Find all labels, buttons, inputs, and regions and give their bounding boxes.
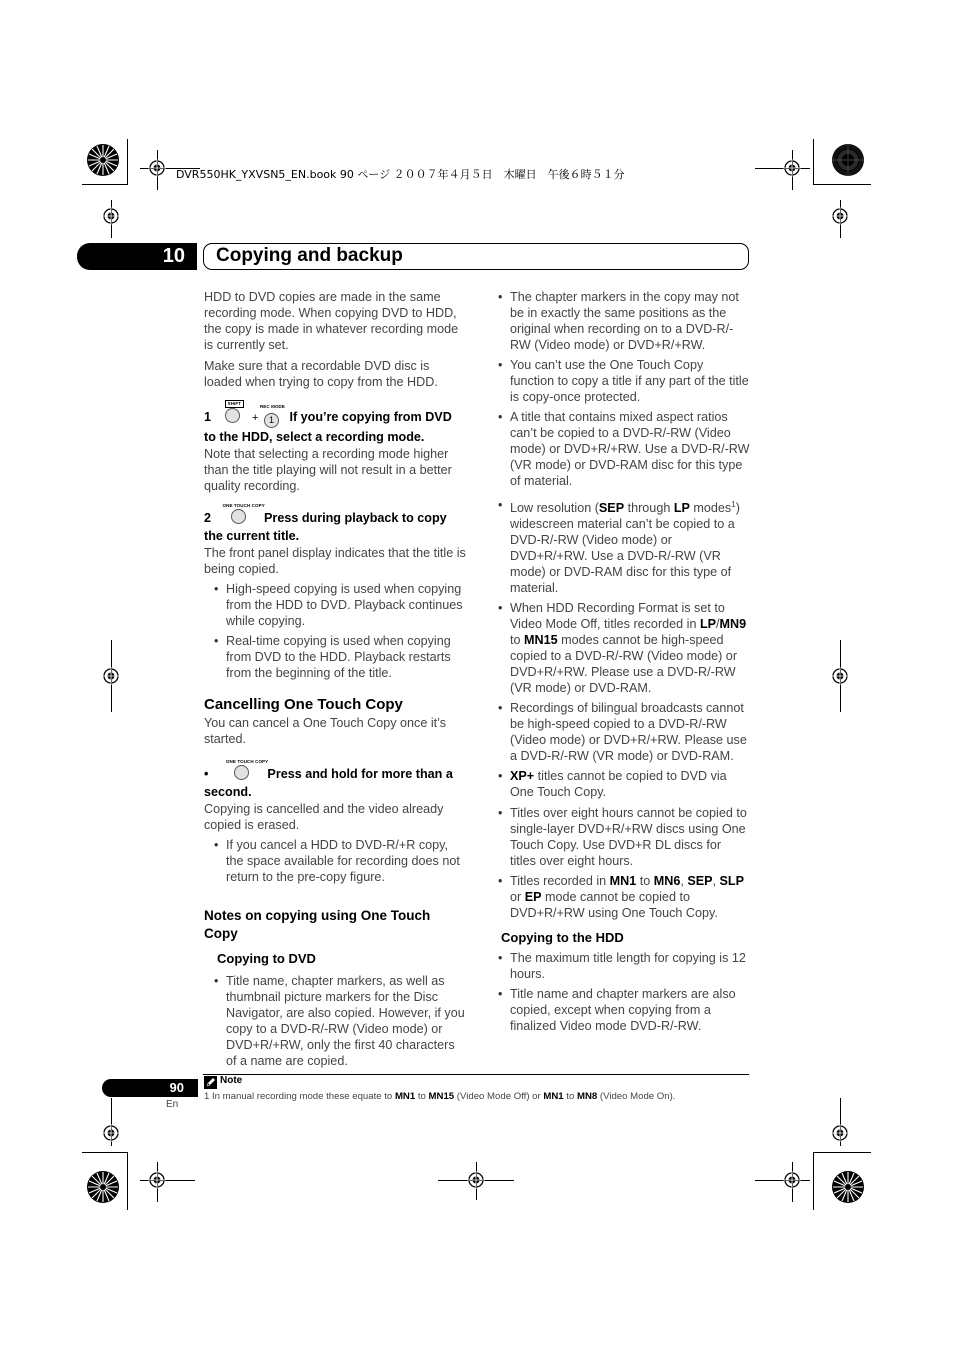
one-touch-copy-label: ONE TOUCH COPY (222, 503, 265, 508)
shift-button-graphic (225, 401, 247, 426)
intro-paragraph: HDD to DVD copies are made in the same recording mode. When copying DVD to HDD, the copy is made in whatever recording mode is currently set. (204, 290, 459, 352)
chapter-title: Copying and backup (216, 245, 403, 266)
step-number: 2 (204, 511, 212, 525)
registration-mark-icon (783, 1171, 801, 1189)
section-heading: Cancelling One Touch Copy (204, 696, 403, 713)
list-item (498, 600, 750, 696)
text-run: mode cannot be copied to DVD+R/+RW using One Touch Copy. (510, 890, 718, 921)
one-touch-copy-button-graphic (222, 503, 265, 527)
right-column (498, 289, 750, 1034)
cancel-step-body: Copying is cancelled and the video already copied is erased. (204, 802, 444, 832)
list-item: • The chapter markers in the copy may not be in exactly the same positions as the original when recording on to a DVD-R/-RW (Video mode) or DVD+R/+RW. (498, 289, 750, 353)
text-run: 1 In manual recording mode these equate to (204, 1091, 395, 1102)
starburst-target-icon (831, 1170, 865, 1204)
mode-label: MN9 (719, 617, 747, 632)
list-item (498, 768, 750, 800)
list-item: • You can’t use the One Touch Copy function to copy a title if any part of the title is copy-once protected. (498, 357, 750, 405)
text-run: through (624, 501, 674, 516)
one-touch-copy-button-graphic (225, 759, 269, 783)
crop-mark (127, 1152, 128, 1210)
registration-mark-icon (831, 1124, 849, 1142)
number-1-button-icon: 1 (264, 413, 279, 428)
list-item: • Titles over eight hours cannot be copied to single-layer DVD+R/+RW discs using One Touch Copy. Use DVD+R DL discs for titles over eight hours. (498, 805, 750, 869)
mode-label: MN8 (576, 1091, 598, 1102)
list-item: • Real-time copying is used when copying from DVD to the HDD. Playback restarts from the beginning of the title. (214, 633, 466, 681)
text-run: (Video Mode On). (597, 1091, 676, 1102)
crop-mark (82, 1152, 128, 1153)
crop-mark (813, 1152, 871, 1153)
mode-label: MN15 (428, 1091, 455, 1102)
shift-button-icon (225, 408, 240, 423)
list-item: • Title name, chapter markers, as well as thumbnail picture markers for the Disc Navigator, are also copied. However, if you copy to a DVD-R/-RW (Video mode) or DVD+R/+RW, only the first 40 characters of a name are copied. (214, 973, 466, 1069)
crop-mark (813, 184, 871, 185)
text-run: Titles recorded in (510, 874, 610, 889)
footnote-ref: 1 (731, 500, 736, 509)
chapter-title-box (203, 243, 749, 270)
registration-mark-icon (467, 1171, 485, 1189)
step-2-body: The front panel display indicates that the title is being copied. (204, 546, 466, 576)
mode-label: LP (673, 501, 690, 516)
step-2-title: Press during playback to copy the current title. (204, 511, 447, 543)
mode-label: MN6 (653, 874, 681, 889)
registration-mark-icon (783, 159, 801, 177)
text-run: (Video Mode Off) or (454, 1091, 544, 1102)
left-column (204, 289, 466, 1069)
mode-label: EP (524, 890, 542, 905)
registration-mark-icon (831, 207, 849, 225)
crop-mark (127, 139, 128, 184)
rec-mode-button-graphic (259, 404, 286, 428)
text-run: When HDD Recording Format is set to Video Mode Off, titles recorded in (510, 601, 725, 632)
shift-button-label: SHIFT (225, 400, 245, 408)
color-target-icon (831, 143, 865, 177)
text-run: to (510, 633, 525, 648)
print-header: DVR550HK_YXVSN5_EN.book 90 ページ ２００７年４月５日 木曜日 午後６時５１分 (176, 168, 625, 181)
text-run: Low resolution ( (510, 501, 599, 516)
text-run: modes (689, 501, 732, 516)
list-item: • Recordings of bilingual broadcasts cannot be high-speed copied to a DVD-R/-RW (Video mode) or DVD+R/+RW. Please use a DVD-R/-RW (VR mode) or DVD-RAM. (498, 700, 750, 764)
list-item: • The maximum title length for copying is 12 hours. (498, 950, 750, 982)
rec-mode-button-label: REC MODE (259, 404, 286, 409)
list-item: • A title that contains mixed aspect ratios can’t be copied to a DVD-R/-RW (Video mode) or DVD+R/+RW. Use a DVD-R/-RW (VR mode) or DVD-RAM disc for this type of material. (498, 409, 750, 489)
text-run: or (510, 890, 525, 905)
mode-label: MN15 (524, 633, 558, 648)
plus-sign: + (252, 412, 259, 424)
registration-mark-icon (102, 207, 120, 225)
bullet-mark: • (204, 767, 209, 781)
note-label: Note (220, 1075, 243, 1086)
step-1-body: Note that selecting a recording mode higher than the title playing will not result in a better quality recording. (204, 447, 452, 493)
step-2 (204, 503, 466, 681)
footnote-rule (203, 1074, 749, 1075)
text-run: , (680, 874, 688, 889)
list-item (498, 497, 750, 596)
subsection-heading: Copying to the HDD (501, 930, 624, 946)
step-1 (204, 401, 466, 494)
mode-label: MN1 (609, 874, 637, 889)
registration-mark-icon (148, 1171, 166, 1189)
mode-label: LP (699, 617, 717, 632)
crop-mark (813, 1152, 814, 1210)
cancel-step-title: Press and hold for more than a second. (204, 767, 453, 799)
text-run: to (415, 1091, 429, 1102)
text-run: to (636, 874, 654, 889)
registration-mark-icon (102, 1124, 120, 1142)
text-run: ) widescreen material can’t be copied to a DVD-R/-RW (Video mode) or DVD+R/+RW. Use a DVD-R/-RW (VR mode) or DVD-RAM disc for this type of material. (510, 501, 740, 596)
crop-mark (82, 184, 128, 185)
mode-label: MN1 (394, 1091, 416, 1102)
page-number: 90 (102, 1079, 198, 1097)
step-1-title: If you’re copying from DVD to the HDD, select a recording mode. (204, 410, 452, 444)
intro-paragraph: Make sure that a recordable DVD disc is loaded when trying to copy from the HDD. (204, 359, 438, 389)
mode-label: MN1 (543, 1091, 564, 1102)
text-run: titles cannot be copied to DVD via One Touch Copy. (510, 769, 727, 800)
text-run: modes cannot be high-speed copied to a DVD-R/-RW (Video mode) or DVD+R/+RW. Please use a DVD-R/-RW (VR mode) or DVD-RAM. (510, 633, 738, 696)
language-label: En (166, 1099, 179, 1110)
text-run: , (712, 874, 720, 889)
mode-label: SEP (687, 874, 713, 889)
list-item: • If you cancel a HDD to DVD-R/+R copy, the space available for recording does not return to the pre-copy figure. (214, 837, 466, 885)
starburst-target-icon (86, 1170, 120, 1204)
one-touch-copy-label: ONE TOUCH COPY (225, 759, 269, 764)
footnote (204, 1091, 675, 1102)
starburst-target-icon (86, 143, 120, 177)
text-run: to (563, 1091, 577, 1102)
chapter-number: 10 (77, 243, 197, 270)
registration-mark-icon (102, 667, 120, 685)
list-item: • High-speed copying is used when copying from the HDD to DVD. Playback continues while copying. (214, 581, 466, 629)
note-icon (204, 1076, 217, 1089)
section-heading: Notes on copying using One Touch Copy (204, 908, 431, 941)
subsection-heading: Copying to DVD (217, 951, 316, 966)
registration-mark-icon (148, 159, 166, 177)
cancel-step (204, 759, 466, 885)
text-run: / (716, 617, 720, 632)
step-number: 1 (204, 410, 212, 424)
list-item (498, 873, 750, 921)
list-item: • Title name and chapter markers are also copied, except when copying from a finalized Video mode DVD-R/-RW. (498, 986, 750, 1034)
crop-mark (813, 139, 814, 184)
mode-label: SLP (719, 874, 745, 889)
registration-mark-icon (831, 667, 849, 685)
cancel-intro: You can cancel a One Touch Copy once it’s started. (204, 716, 447, 746)
mode-label: XP+ (510, 769, 535, 784)
mode-label: SEP (598, 501, 625, 516)
